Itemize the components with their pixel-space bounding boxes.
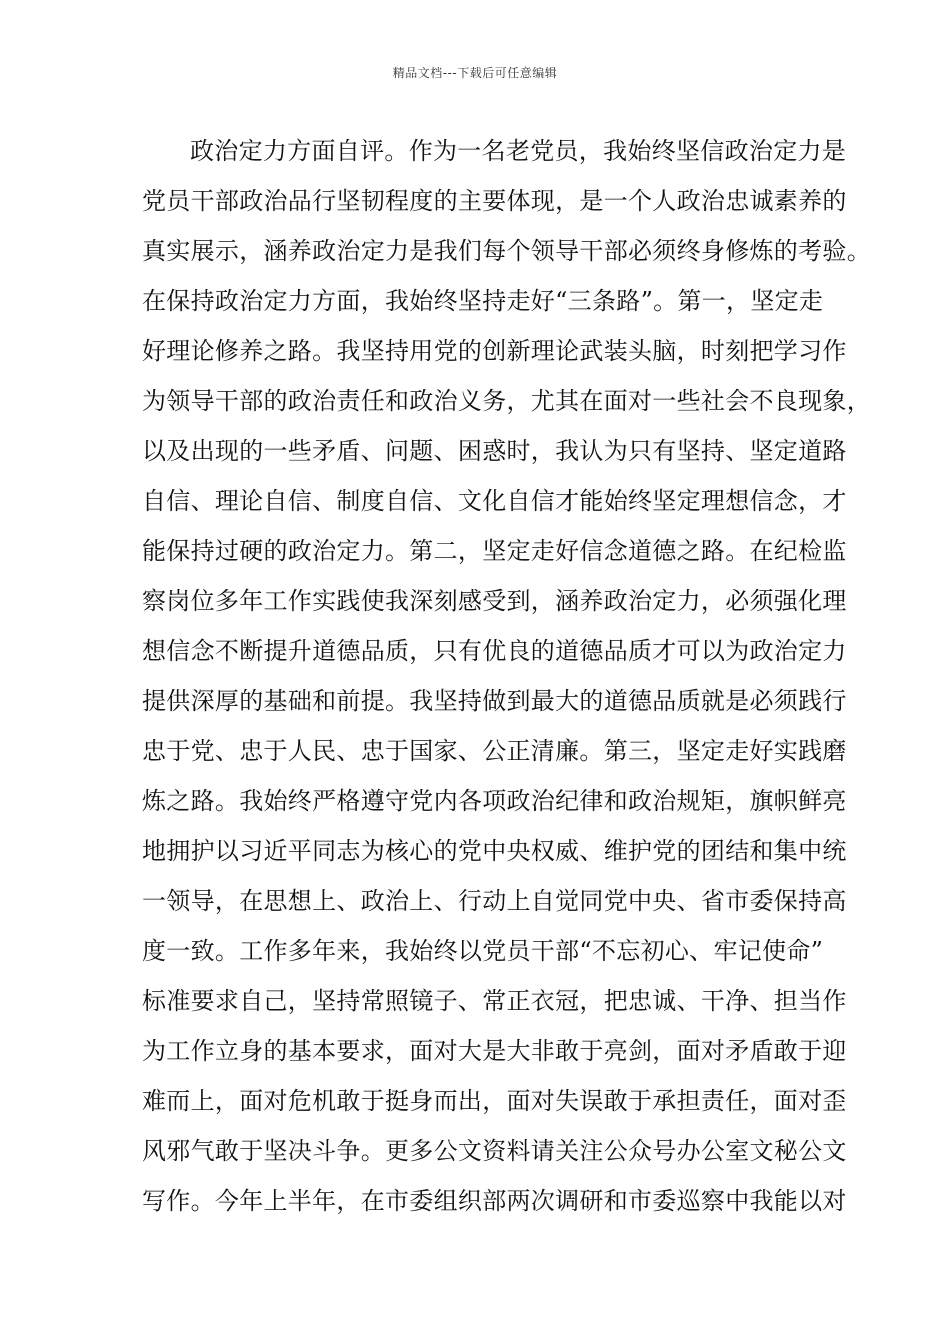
text-line: 能保持过硬的政治定力。第二，坚定走好信念道德之路。在纪检监	[142, 537, 847, 565]
text-line: 度一致。工作多年来，我始终以党员干部“不忘初心、牢记使命”	[142, 937, 824, 965]
text-line: 炼之路。我始终严格遵守党内各项政治纪律和政治规矩，旗帜鲜亮	[142, 787, 847, 815]
text-line: 为领导干部的政治责任和政治义务，尤其在面对一些社会不良现象，	[142, 387, 871, 415]
text-line: 标准要求自己，坚持常照镜子、常正衣冠，把忠诚、干净、担当作	[142, 987, 847, 1015]
text-line: 好理论修养之路。我坚持用党的创新理论武装头脑，时刻把学习作	[142, 337, 847, 365]
text-line: 为工作立身的基本要求，面对大是大非敢于亮剑，面对矛盾敢于迎	[142, 1037, 847, 1065]
text-line: 察岗位多年工作实践使我深刻感受到，涵养政治定力，必须强化理	[142, 587, 847, 615]
text-line: 政治定力方面自评。作为一名老党员，我始终坚信政治定力是	[190, 137, 847, 165]
text-line: 真实展示，涵养政治定力是我们每个领导干部必须终身修炼的考验。	[142, 237, 871, 265]
text-line: 党员干部政治品行坚韧程度的主要体现，是一个人政治忠诚素养的	[142, 187, 847, 215]
text-line: 自信、理论自信、制度自信、文化自信才能始终坚定理想信念，才	[142, 487, 847, 515]
text-line: 风邪气敢于坚决斗争。更多公文资料请关注公众号办公室文秘公文	[142, 1137, 847, 1165]
text-line: 在保持政治定力方面，我始终坚持走好“三条路”。第一，坚定走	[142, 287, 824, 315]
text-line: 写作。今年上半年，在市委组织部两次调研和市委巡察中我能以对	[142, 1187, 847, 1215]
document-body	[142, 126, 871, 1226]
text-line: 想信念不断提升道德品质，只有优良的道德品质才可以为政治定力	[142, 637, 847, 665]
text-line: 提供深厚的基础和前提。我坚持做到最大的道德品质就是必须践行	[142, 687, 847, 715]
text-line: 难而上，面对危机敢于挺身而出，面对失误敢于承担责任，面对歪	[142, 1087, 847, 1115]
text-line: 以及出现的一些矛盾、问题、困惑时，我认为只有坚持、坚定道路	[142, 437, 847, 465]
page-header: 精品文档---下载后可任意编辑	[392, 66, 558, 80]
text-line: 一领导，在思想上、政治上、行动上自觉同党中央、省市委保持高	[142, 887, 847, 915]
text-line: 忠于党、忠于人民、忠于国家、公正清廉。第三，坚定走好实践磨	[142, 737, 847, 765]
text-line: 地拥护以习近平同志为核心的党中央权威、维护党的团结和集中统	[142, 837, 847, 865]
